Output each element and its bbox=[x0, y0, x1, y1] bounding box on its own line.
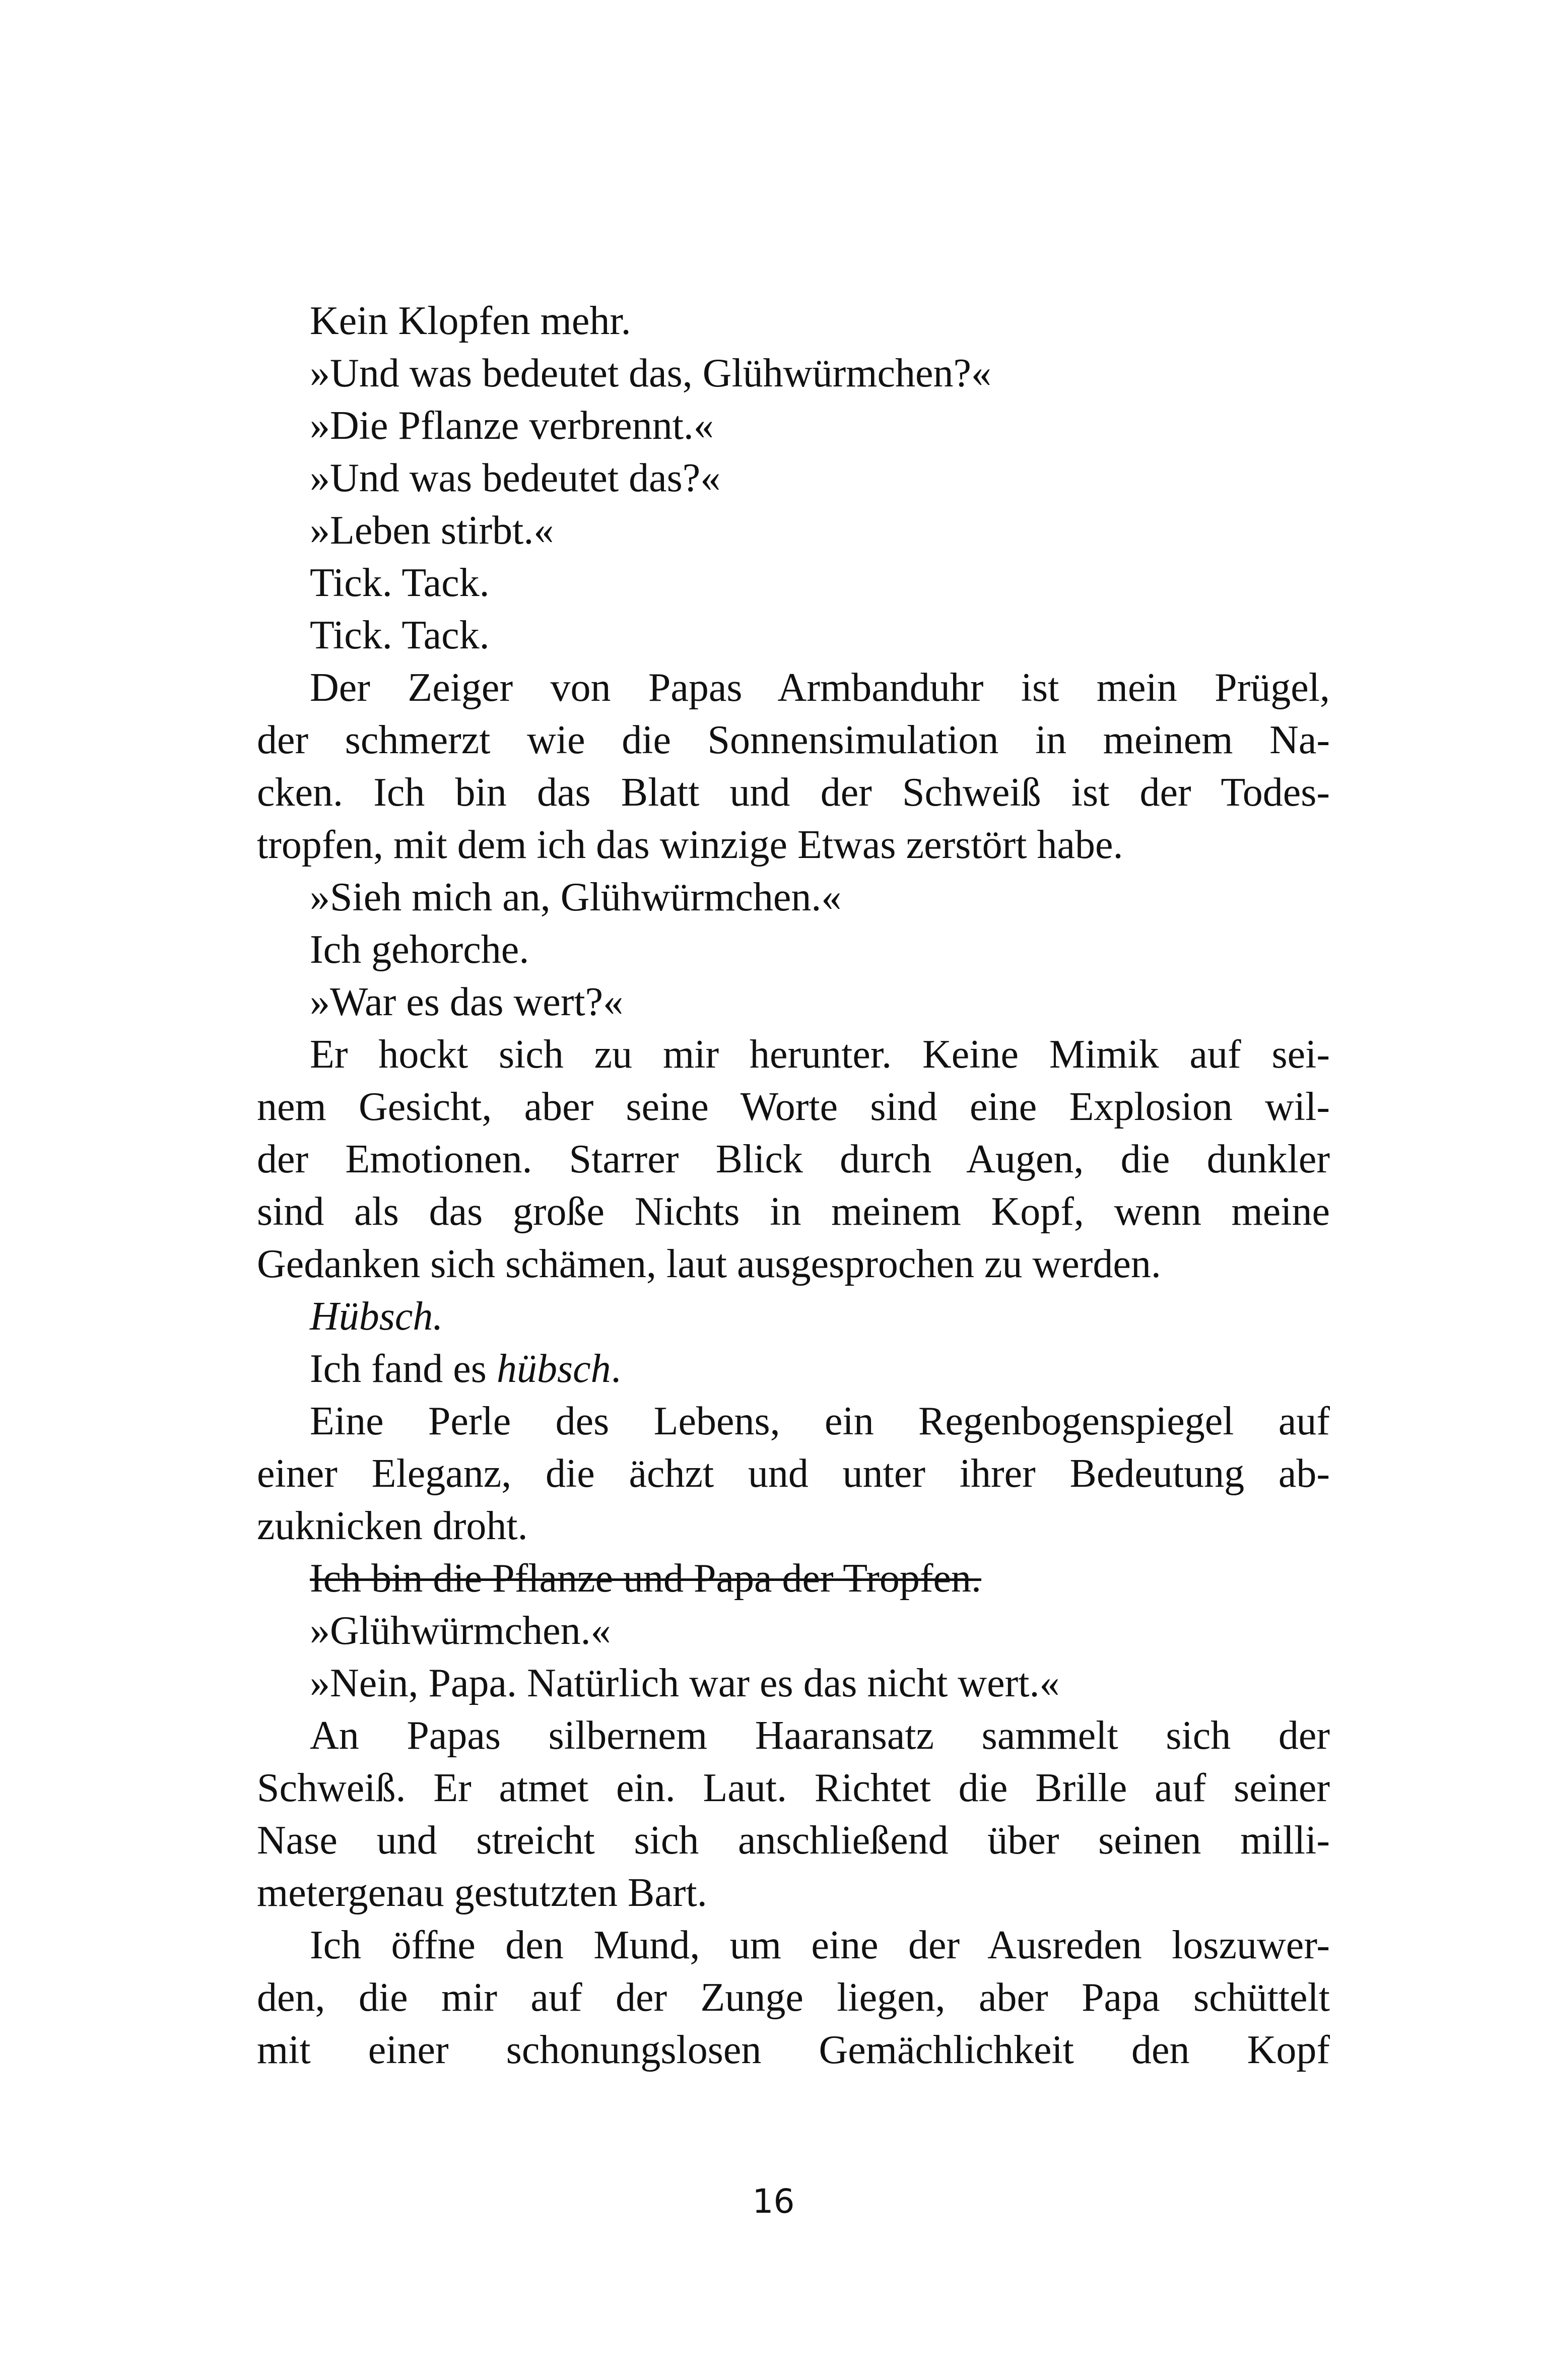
text-line bbox=[257, 295, 1330, 347]
line-text: cken. Ich bin das Blatt und der Schweiß ist der Todes- bbox=[257, 770, 1330, 815]
line-text: den, die mir auf der Zunge liegen, aber Papa schüttelt bbox=[257, 1975, 1330, 2020]
text-line bbox=[257, 1657, 1330, 1709]
text-line bbox=[257, 1238, 1330, 1290]
text-line bbox=[257, 1395, 1330, 1447]
text-line bbox=[257, 452, 1330, 504]
line-text: metergenau gestutzten Bart. bbox=[257, 1871, 707, 1915]
text-line bbox=[257, 1762, 1330, 1814]
text-line bbox=[257, 1133, 1330, 1185]
line-text: »Glühwürmchen.« bbox=[310, 1609, 611, 1653]
text-line bbox=[257, 819, 1330, 871]
line-text: »Und was bedeutet das?« bbox=[310, 456, 721, 500]
text-line bbox=[257, 504, 1330, 557]
text-line bbox=[257, 1185, 1330, 1238]
line-text: tropfen, mit dem ich das winzige Etwas zerstört habe. bbox=[257, 823, 1123, 867]
text-line bbox=[257, 1971, 1330, 2024]
text-line bbox=[257, 2024, 1330, 2076]
line-text: Kein Klopfen mehr. bbox=[310, 299, 631, 343]
text-line bbox=[257, 1447, 1330, 1500]
line-text: nem Gesicht, aber seine Worte sind eine Explosion wil- bbox=[257, 1085, 1330, 1129]
text-line bbox=[257, 1500, 1330, 1552]
text-segment: . bbox=[611, 1347, 621, 1391]
line-text: »Und was bedeutet das, Glühwürmchen?« bbox=[310, 351, 991, 395]
line-text: An Papas silbernem Haaransatz sammelt sich der bbox=[310, 1713, 1330, 1758]
text-line bbox=[257, 662, 1330, 714]
text-line bbox=[257, 1290, 1330, 1343]
text-line bbox=[257, 1814, 1330, 1867]
line-text: zuknicken droht. bbox=[257, 1504, 528, 1548]
body-text bbox=[257, 295, 1330, 2076]
line-text: Schweiß. Er atmet ein. Laut. Richtet die Brille auf seiner bbox=[257, 1766, 1330, 1810]
text-line bbox=[257, 1867, 1330, 1919]
line-text: »War es das wert?« bbox=[310, 980, 624, 1024]
line-text: Ich gehorche. bbox=[310, 928, 529, 972]
text-line bbox=[257, 609, 1330, 662]
emphasis-text: Hübsch. bbox=[310, 1294, 443, 1339]
text-line bbox=[257, 1919, 1330, 1971]
line-text: sind als das große Nichts in meinem Kopf, wenn meine bbox=[257, 1189, 1330, 1234]
line-text: Nase und streicht sich anschließend über seinen milli- bbox=[257, 1818, 1330, 1863]
text-line bbox=[257, 1605, 1330, 1657]
text-line bbox=[257, 1081, 1330, 1133]
text-line bbox=[257, 976, 1330, 1028]
line-text: »Nein, Papa. Natürlich war es das nicht wert.« bbox=[310, 1661, 1060, 1705]
text-line bbox=[257, 557, 1330, 609]
line-text: Tick. Tack. bbox=[310, 613, 490, 657]
line-text: Eine Perle des Lebens, ein Regenbogenspiegel auf bbox=[310, 1399, 1330, 1443]
text-line bbox=[257, 400, 1330, 452]
text-line bbox=[257, 714, 1330, 766]
line-text: »Leben stirbt.« bbox=[310, 508, 554, 553]
text-line bbox=[257, 347, 1330, 400]
text-line bbox=[257, 923, 1330, 976]
struck-text: Ich bin die Pflanze und Papa der Tropfen. bbox=[310, 1556, 982, 1601]
page-number: 16 bbox=[752, 2182, 795, 2221]
text-line bbox=[257, 871, 1330, 923]
line-text: Tick. Tack. bbox=[310, 561, 490, 605]
line-text: Der Zeiger von Papas Armbanduhr ist mein Prügel, bbox=[310, 666, 1330, 710]
line-text: Ich öffne den Mund, um eine der Ausreden loszuwer- bbox=[310, 1923, 1330, 1967]
line-text: mit einer schonungslosen Gemächlichkeit den Kopf bbox=[257, 2028, 1330, 2072]
line-text: einer Eleganz, die ächzt und unter ihrer Bedeutung ab- bbox=[257, 1451, 1330, 1496]
text-line bbox=[257, 766, 1330, 819]
text-line bbox=[257, 1709, 1330, 1762]
line-text: Er hockt sich zu mir herunter. Keine Mimik auf sei- bbox=[310, 1032, 1330, 1077]
line-text: der schmerzt wie die Sonnensimulation in meinem Na- bbox=[257, 718, 1330, 762]
text-segment: Ich fand es bbox=[310, 1347, 497, 1391]
line-text: der Emotionen. Starrer Blick durch Augen, die dunkler bbox=[257, 1137, 1330, 1181]
text-line bbox=[257, 1552, 1330, 1605]
line-text: »Die Pflanze verbrennt.« bbox=[310, 404, 714, 448]
text-line bbox=[257, 1343, 1330, 1395]
line-text: »Sieh mich an, Glühwürmchen.« bbox=[310, 875, 842, 919]
line-text: Gedanken sich schämen, laut ausgesprochen zu werden. bbox=[257, 1242, 1161, 1286]
emphasis-text: hübsch bbox=[496, 1347, 611, 1391]
text-line bbox=[257, 1028, 1330, 1081]
